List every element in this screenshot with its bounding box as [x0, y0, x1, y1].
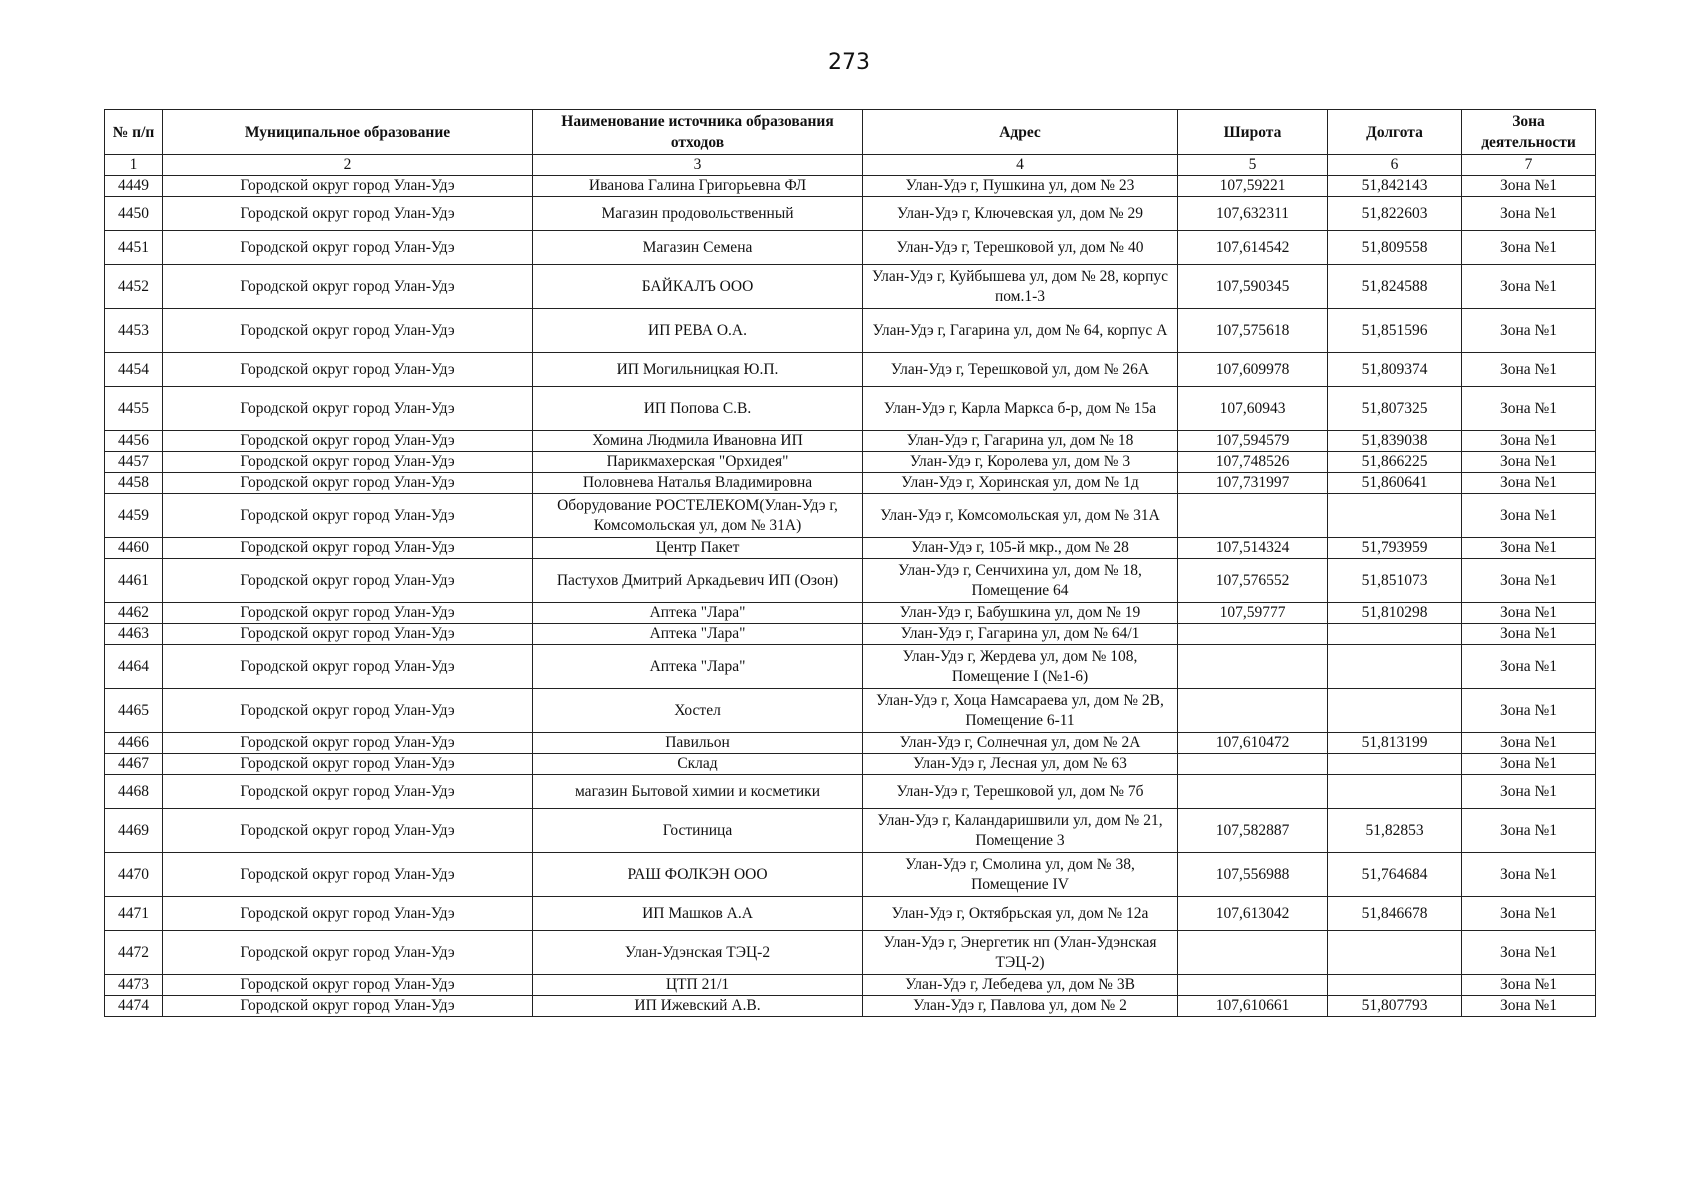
address-cell: Улан-Удэ г, Лесная ул, дом № 63: [863, 754, 1178, 775]
source-name-cell: Центр Пакет: [533, 538, 863, 559]
zone-cell: Зона №1: [1462, 353, 1596, 387]
municipality-cell: Городской округ город Улан-Удэ: [163, 775, 533, 809]
longitude-cell: 51,851073: [1328, 559, 1462, 603]
municipality-cell: Городской округ город Улан-Удэ: [163, 452, 533, 473]
row-number-cell: 4474: [105, 996, 163, 1017]
municipality-cell: Городской округ город Улан-Удэ: [163, 176, 533, 197]
table-row: [105, 645, 1596, 689]
municipality-cell: Городской округ город Улан-Удэ: [163, 309, 533, 353]
column-number: 7: [1462, 155, 1596, 176]
zone-cell: Зона №1: [1462, 387, 1596, 431]
latitude-cell: 107,60943: [1178, 387, 1328, 431]
table-row: [105, 231, 1596, 265]
table-row: [105, 754, 1596, 775]
municipality-cell: Городской округ город Улан-Удэ: [163, 353, 533, 387]
municipality-cell: Городской округ город Улан-Удэ: [163, 754, 533, 775]
address-cell: Улан-Удэ г, Каландаришвили ул, дом № 21, Помещение 3: [863, 809, 1178, 853]
latitude-cell: 107,590345: [1178, 265, 1328, 309]
zone-cell: Зона №1: [1462, 494, 1596, 538]
row-number-cell: 4464: [105, 645, 163, 689]
latitude-cell: 107,575618: [1178, 309, 1328, 353]
latitude-cell: [1178, 931, 1328, 975]
municipality-cell: Городской округ город Улан-Удэ: [163, 431, 533, 452]
zone-cell: Зона №1: [1462, 473, 1596, 494]
zone-cell: Зона №1: [1462, 309, 1596, 353]
row-number-cell: 4456: [105, 431, 163, 452]
municipality-cell: Городской округ город Улан-Удэ: [163, 494, 533, 538]
header-cell: Зона деятельности: [1462, 110, 1596, 155]
latitude-cell: 107,609978: [1178, 353, 1328, 387]
municipality-cell: Городской округ город Улан-Удэ: [163, 689, 533, 733]
address-cell: Улан-Удэ г, Лебедева ул, дом № 3В: [863, 975, 1178, 996]
row-number-cell: 4465: [105, 689, 163, 733]
latitude-cell: 107,582887: [1178, 809, 1328, 853]
longitude-cell: 51,822603: [1328, 197, 1462, 231]
latitude-cell: [1178, 645, 1328, 689]
longitude-cell: 51,842143: [1328, 176, 1462, 197]
source-name-cell: Половнева Наталья Владимировна: [533, 473, 863, 494]
source-name-cell: Аптека "Лара": [533, 603, 863, 624]
address-cell: Улан-Удэ г, Хоца Намсараева ул, дом № 2В, Помещение 6-11: [863, 689, 1178, 733]
address-cell: Улан-Удэ г, Смолина ул, дом № 38, Помещение IV: [863, 853, 1178, 897]
municipality-cell: Городской округ город Улан-Удэ: [163, 603, 533, 624]
longitude-cell: 51,764684: [1328, 853, 1462, 897]
zone-cell: Зона №1: [1462, 538, 1596, 559]
municipality-cell: Городской округ город Улан-Удэ: [163, 624, 533, 645]
zone-cell: Зона №1: [1462, 645, 1596, 689]
row-number-cell: 4452: [105, 265, 163, 309]
table-row: [105, 689, 1596, 733]
address-cell: Улан-Удэ г, Энергетик нп (Улан-Удэнская ТЭЦ-2): [863, 931, 1178, 975]
latitude-cell: 107,59221: [1178, 176, 1328, 197]
longitude-cell: 51,809374: [1328, 353, 1462, 387]
longitude-cell: 51,807793: [1328, 996, 1462, 1017]
table-row: [105, 309, 1596, 353]
zone-cell: Зона №1: [1462, 931, 1596, 975]
source-name-cell: ЦТП 21/1: [533, 975, 863, 996]
source-name-cell: Гостиница: [533, 809, 863, 853]
latitude-cell: [1178, 754, 1328, 775]
header-cell: № п/п: [105, 110, 163, 155]
column-number: 4: [863, 155, 1178, 176]
municipality-cell: Городской округ город Улан-Удэ: [163, 231, 533, 265]
longitude-cell: [1328, 689, 1462, 733]
row-number-cell: 4461: [105, 559, 163, 603]
address-cell: Улан-Удэ г, Октябрьская ул, дом № 12а: [863, 897, 1178, 931]
longitude-cell: [1328, 645, 1462, 689]
row-number-cell: 4472: [105, 931, 163, 975]
latitude-cell: 107,59777: [1178, 603, 1328, 624]
address-cell: Улан-Удэ г, Королева ул, дом № 3: [863, 452, 1178, 473]
table-row: [105, 452, 1596, 473]
address-cell: Улан-Удэ г, Карла Маркса б-р, дом № 15а: [863, 387, 1178, 431]
address-cell: Улан-Удэ г, Гагарина ул, дом № 64/1: [863, 624, 1178, 645]
table-row: [105, 431, 1596, 452]
zone-cell: Зона №1: [1462, 897, 1596, 931]
table-row: [105, 624, 1596, 645]
longitude-cell: [1328, 754, 1462, 775]
source-name-cell: Хостел: [533, 689, 863, 733]
address-cell: Улан-Удэ г, Павлова ул, дом № 2: [863, 996, 1178, 1017]
source-name-cell: РАШ ФОЛКЭН ООО: [533, 853, 863, 897]
source-name-cell: Аптека "Лара": [533, 624, 863, 645]
municipality-cell: Городской округ город Улан-Удэ: [163, 809, 533, 853]
address-cell: Улан-Удэ г, Комсомольская ул, дом № 31А: [863, 494, 1178, 538]
row-number-cell: 4468: [105, 775, 163, 809]
waste-sources-table: [104, 109, 1596, 1017]
table-row: [105, 733, 1596, 754]
longitude-cell: [1328, 624, 1462, 645]
latitude-cell: [1178, 975, 1328, 996]
longitude-cell: 51,866225: [1328, 452, 1462, 473]
longitude-cell: 51,809558: [1328, 231, 1462, 265]
table-row: [105, 931, 1596, 975]
table-row: [105, 853, 1596, 897]
zone-cell: Зона №1: [1462, 689, 1596, 733]
municipality-cell: Городской округ город Улан-Удэ: [163, 645, 533, 689]
address-cell: Улан-Удэ г, 105-й мкр., дом № 28: [863, 538, 1178, 559]
municipality-cell: Городской округ город Улан-Удэ: [163, 996, 533, 1017]
address-cell: Улан-Удэ г, Гагарина ул, дом № 64, корпус А: [863, 309, 1178, 353]
table-row: [105, 494, 1596, 538]
column-number: 6: [1328, 155, 1462, 176]
longitude-cell: [1328, 975, 1462, 996]
table-row: [105, 197, 1596, 231]
table-row: [105, 387, 1596, 431]
table-body: [105, 176, 1596, 1017]
zone-cell: Зона №1: [1462, 809, 1596, 853]
municipality-cell: Городской округ город Улан-Удэ: [163, 559, 533, 603]
zone-cell: Зона №1: [1462, 733, 1596, 754]
source-name-cell: Магазин продовольственный: [533, 197, 863, 231]
longitude-cell: 51,807325: [1328, 387, 1462, 431]
latitude-cell: 107,610661: [1178, 996, 1328, 1017]
source-name-cell: Иванова Галина Григорьевна ФЛ: [533, 176, 863, 197]
longitude-cell: 51,793959: [1328, 538, 1462, 559]
row-number-cell: 4457: [105, 452, 163, 473]
address-cell: Улан-Удэ г, Куйбышева ул, дом № 28, корпус пом.1-3: [863, 265, 1178, 309]
address-cell: Улан-Удэ г, Терешковой ул, дом № 26А: [863, 353, 1178, 387]
header-cell: Наименование источника образования отходов: [533, 110, 863, 155]
longitude-cell: 51,824588: [1328, 265, 1462, 309]
address-cell: Улан-Удэ г, Ключевская ул, дом № 29: [863, 197, 1178, 231]
latitude-cell: 107,614542: [1178, 231, 1328, 265]
longitude-cell: 51,82853: [1328, 809, 1462, 853]
row-number-cell: 4455: [105, 387, 163, 431]
municipality-cell: Городской округ город Улан-Удэ: [163, 931, 533, 975]
zone-cell: Зона №1: [1462, 603, 1596, 624]
zone-cell: Зона №1: [1462, 775, 1596, 809]
longitude-cell: 51,839038: [1328, 431, 1462, 452]
row-number-cell: 4466: [105, 733, 163, 754]
address-cell: Улан-Удэ г, Сенчихина ул, дом № 18, Помещение 64: [863, 559, 1178, 603]
zone-cell: Зона №1: [1462, 754, 1596, 775]
source-name-cell: Оборудование РОСТЕЛЕКОМ(Улан-Удэ г, Комсомольская ул, дом № 31А): [533, 494, 863, 538]
zone-cell: Зона №1: [1462, 176, 1596, 197]
zone-cell: Зона №1: [1462, 975, 1596, 996]
table-row: [105, 265, 1596, 309]
source-name-cell: БАЙКАЛЪ ООО: [533, 265, 863, 309]
column-number: 3: [533, 155, 863, 176]
zone-cell: Зона №1: [1462, 197, 1596, 231]
source-name-cell: Склад: [533, 754, 863, 775]
source-name-cell: Улан-Удэнская ТЭЦ-2: [533, 931, 863, 975]
column-number: 1: [105, 155, 163, 176]
row-number-cell: 4469: [105, 809, 163, 853]
latitude-cell: 107,576552: [1178, 559, 1328, 603]
longitude-cell: [1328, 775, 1462, 809]
latitude-cell: [1178, 775, 1328, 809]
latitude-cell: 107,748526: [1178, 452, 1328, 473]
municipality-cell: Городской округ город Улан-Удэ: [163, 265, 533, 309]
column-number: 2: [163, 155, 533, 176]
source-name-cell: ИП Машков А.А: [533, 897, 863, 931]
table-row: [105, 603, 1596, 624]
latitude-cell: [1178, 494, 1328, 538]
address-cell: Улан-Удэ г, Бабушкина ул, дом № 19: [863, 603, 1178, 624]
longitude-cell: 51,846678: [1328, 897, 1462, 931]
header-cell: Долгота: [1328, 110, 1462, 155]
row-number-cell: 4453: [105, 309, 163, 353]
header-row: [105, 110, 1596, 155]
table-row: [105, 897, 1596, 931]
source-name-cell: ИП Попова С.В.: [533, 387, 863, 431]
table-row: [105, 473, 1596, 494]
source-name-cell: Пастухов Дмитрий Аркадьевич ИП (Озон): [533, 559, 863, 603]
longitude-cell: [1328, 931, 1462, 975]
source-name-cell: Магазин Семена: [533, 231, 863, 265]
address-cell: Улан-Удэ г, Пушкина ул, дом № 23: [863, 176, 1178, 197]
row-number-cell: 4451: [105, 231, 163, 265]
zone-cell: Зона №1: [1462, 559, 1596, 603]
longitude-cell: 51,813199: [1328, 733, 1462, 754]
longitude-cell: 51,810298: [1328, 603, 1462, 624]
municipality-cell: Городской округ город Улан-Удэ: [163, 197, 533, 231]
latitude-cell: [1178, 624, 1328, 645]
longitude-cell: 51,860641: [1328, 473, 1462, 494]
header-cell: Адрес: [863, 110, 1178, 155]
latitude-cell: [1178, 689, 1328, 733]
header-cell: Муниципальное образование: [163, 110, 533, 155]
row-number-cell: 4454: [105, 353, 163, 387]
latitude-cell: 107,613042: [1178, 897, 1328, 931]
zone-cell: Зона №1: [1462, 624, 1596, 645]
address-cell: Улан-Удэ г, Терешковой ул, дом № 7б: [863, 775, 1178, 809]
row-number-cell: 4467: [105, 754, 163, 775]
row-number-cell: 4473: [105, 975, 163, 996]
address-cell: Улан-Удэ г, Терешковой ул, дом № 40: [863, 231, 1178, 265]
table-row: [105, 538, 1596, 559]
row-number-cell: 4459: [105, 494, 163, 538]
address-cell: Улан-Удэ г, Жердева ул, дом № 108, Помещение I (№1-6): [863, 645, 1178, 689]
municipality-cell: Городской округ город Улан-Удэ: [163, 538, 533, 559]
source-name-cell: ИП РЕВА О.А.: [533, 309, 863, 353]
municipality-cell: Городской округ город Улан-Удэ: [163, 897, 533, 931]
table-row: [105, 996, 1596, 1017]
row-number-cell: 4460: [105, 538, 163, 559]
zone-cell: Зона №1: [1462, 452, 1596, 473]
zone-cell: Зона №1: [1462, 231, 1596, 265]
longitude-cell: [1328, 494, 1462, 538]
column-number-row: [105, 155, 1596, 176]
zone-cell: Зона №1: [1462, 431, 1596, 452]
zone-cell: Зона №1: [1462, 265, 1596, 309]
row-number-cell: 4449: [105, 176, 163, 197]
latitude-cell: 107,610472: [1178, 733, 1328, 754]
page-number: 273: [828, 50, 870, 75]
municipality-cell: Городской округ город Улан-Удэ: [163, 975, 533, 996]
zone-cell: Зона №1: [1462, 996, 1596, 1017]
address-cell: Улан-Удэ г, Солнечная ул, дом № 2А: [863, 733, 1178, 754]
source-name-cell: ИП Могильницкая Ю.П.: [533, 353, 863, 387]
row-number-cell: 4450: [105, 197, 163, 231]
latitude-cell: 107,594579: [1178, 431, 1328, 452]
zone-cell: Зона №1: [1462, 853, 1596, 897]
table-row: [105, 559, 1596, 603]
address-cell: Улан-Удэ г, Гагарина ул, дом № 18: [863, 431, 1178, 452]
source-name-cell: Аптека "Лара": [533, 645, 863, 689]
source-name-cell: Парикмахерская "Орхидея": [533, 452, 863, 473]
table-row: [105, 775, 1596, 809]
latitude-cell: 107,632311: [1178, 197, 1328, 231]
source-name-cell: Хомина Людмила Ивановна ИП: [533, 431, 863, 452]
row-number-cell: 4470: [105, 853, 163, 897]
source-name-cell: ИП Ижевский А.В.: [533, 996, 863, 1017]
municipality-cell: Городской округ город Улан-Удэ: [163, 853, 533, 897]
table-row: [105, 353, 1596, 387]
latitude-cell: 107,731997: [1178, 473, 1328, 494]
column-number: 5: [1178, 155, 1328, 176]
row-number-cell: 4458: [105, 473, 163, 494]
table-row: [105, 809, 1596, 853]
row-number-cell: 4463: [105, 624, 163, 645]
longitude-cell: 51,851596: [1328, 309, 1462, 353]
municipality-cell: Городской округ город Улан-Удэ: [163, 733, 533, 754]
latitude-cell: 107,556988: [1178, 853, 1328, 897]
row-number-cell: 4462: [105, 603, 163, 624]
row-number-cell: 4471: [105, 897, 163, 931]
source-name-cell: Павильон: [533, 733, 863, 754]
table-row: [105, 176, 1596, 197]
latitude-cell: 107,514324: [1178, 538, 1328, 559]
source-name-cell: магазин Бытовой химии и косметики: [533, 775, 863, 809]
municipality-cell: Городской округ город Улан-Удэ: [163, 387, 533, 431]
municipality-cell: Городской округ город Улан-Удэ: [163, 473, 533, 494]
address-cell: Улан-Удэ г, Хоринская ул, дом № 1д: [863, 473, 1178, 494]
header-cell: Широта: [1178, 110, 1328, 155]
table-row: [105, 975, 1596, 996]
